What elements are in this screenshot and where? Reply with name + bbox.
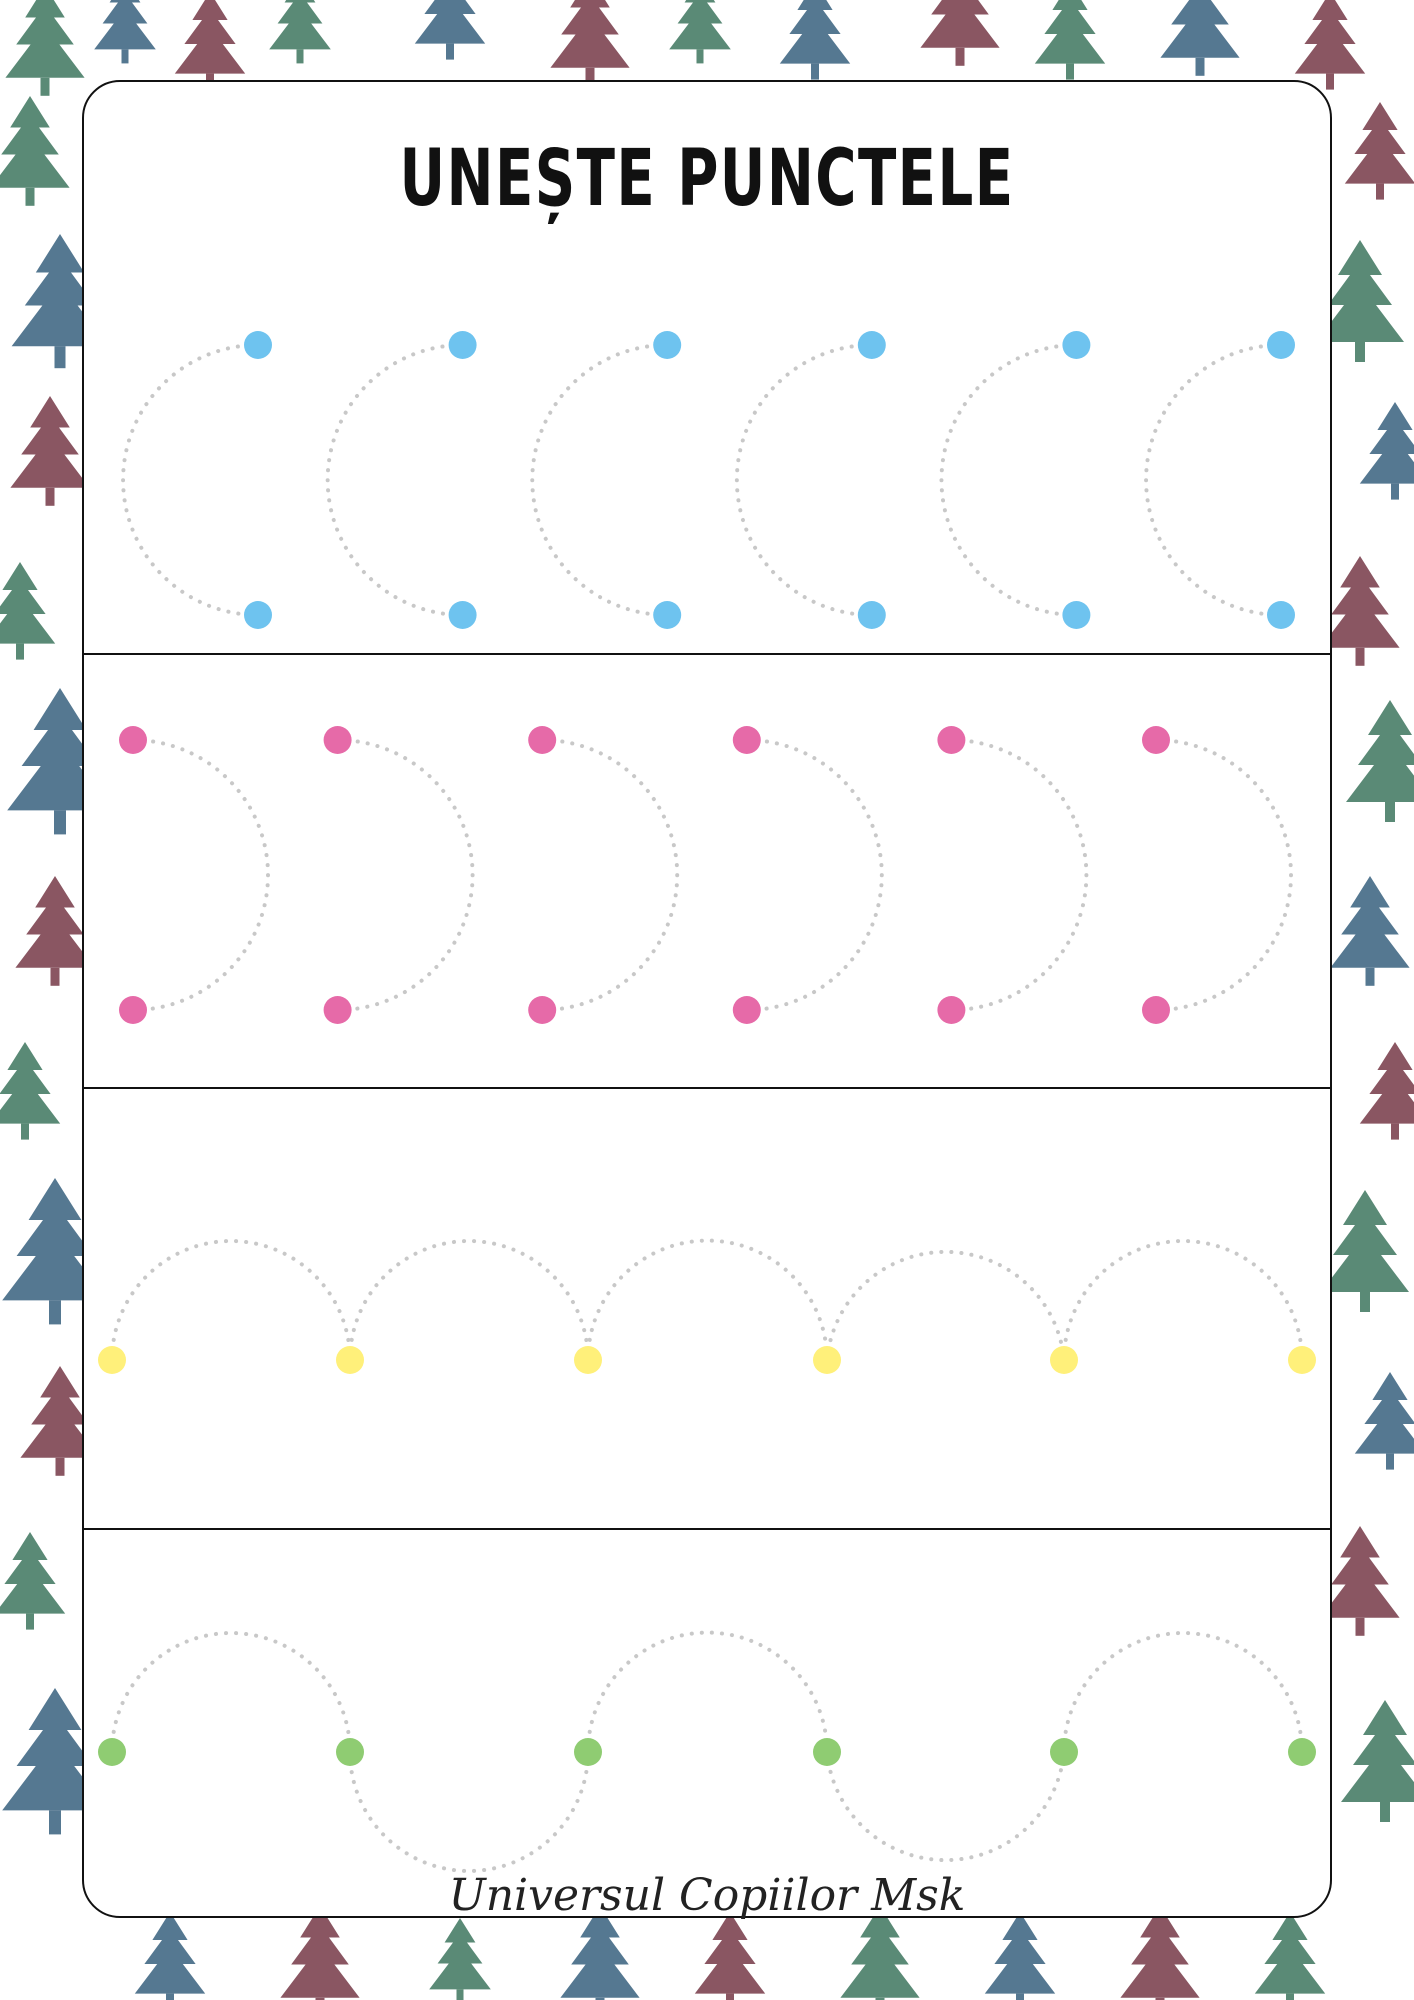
tracing-dot[interactable]: [324, 996, 352, 1024]
dotted-guide-line: [350, 1752, 588, 1871]
tracing-dot[interactable]: [336, 1346, 364, 1374]
tracing-dot[interactable]: [574, 1738, 602, 1766]
tracing-dot[interactable]: [813, 1738, 841, 1766]
tracing-dot[interactable]: [937, 996, 965, 1024]
dotted-guide-line: [827, 1752, 1064, 1860]
tracing-dot[interactable]: [449, 601, 477, 629]
tracing-dot[interactable]: [1062, 331, 1090, 359]
dotted-guide-line: [941, 345, 1076, 615]
dotted-guide-line: [350, 1241, 588, 1360]
dotted-guide-line: [328, 345, 463, 615]
tracing-dot[interactable]: [733, 996, 761, 1024]
tracing-dot[interactable]: [1288, 1346, 1316, 1374]
tracing-dot[interactable]: [813, 1346, 841, 1374]
tracing-dot[interactable]: [1050, 1346, 1078, 1374]
dotted-guide-line: [112, 1633, 350, 1752]
tracing-dot[interactable]: [1267, 601, 1295, 629]
tracing-dot[interactable]: [653, 601, 681, 629]
tracing-dot[interactable]: [1267, 331, 1295, 359]
dotted-guide-line: [951, 740, 1086, 1010]
dotted-guide-line: [737, 345, 872, 615]
dotted-guide-line: [112, 1241, 350, 1360]
tracing-dot[interactable]: [244, 601, 272, 629]
dotted-guide-line: [123, 345, 258, 615]
dotted-guide-line: [532, 345, 667, 615]
tracing-dot[interactable]: [1142, 726, 1170, 754]
dotted-guide-line: [338, 740, 473, 1010]
dotted-guide-line: [588, 1241, 827, 1360]
tracing-dot[interactable]: [1288, 1738, 1316, 1766]
tracing-dot[interactable]: [119, 726, 147, 754]
tracing-dot[interactable]: [449, 331, 477, 359]
tracing-dot[interactable]: [98, 1738, 126, 1766]
dotted-guide-line: [1146, 345, 1281, 615]
dotted-guide-line: [1064, 1633, 1302, 1752]
tracing-dot[interactable]: [98, 1346, 126, 1374]
tracing-dot[interactable]: [528, 726, 556, 754]
dotted-guide-line: [1064, 1241, 1302, 1360]
tracing-dot[interactable]: [858, 331, 886, 359]
tracing-dot[interactable]: [574, 1346, 602, 1374]
dotted-guide-line: [1156, 740, 1291, 1010]
tracing-dot[interactable]: [324, 726, 352, 754]
tracing-dot[interactable]: [733, 726, 761, 754]
tracing-dot[interactable]: [1050, 1738, 1078, 1766]
signature: Universul Copiilor Msk: [448, 1870, 966, 1921]
dotted-guide-line: [747, 740, 882, 1010]
tracing-dot[interactable]: [119, 996, 147, 1024]
page-title: UNEȘTE PUNCTELE: [399, 134, 1015, 224]
tracing-dot[interactable]: [937, 726, 965, 754]
tracing-dot[interactable]: [1062, 601, 1090, 629]
tracing-dot[interactable]: [858, 601, 886, 629]
dotted-guide-line: [542, 740, 677, 1010]
tracing-dot[interactable]: [336, 1738, 364, 1766]
dotted-guide-line: [827, 1252, 1064, 1360]
dotted-guide-line: [133, 740, 268, 1010]
tracing-dot[interactable]: [244, 331, 272, 359]
tracing-dot[interactable]: [528, 996, 556, 1024]
dotted-guide-line: [588, 1633, 827, 1752]
tracing-dot[interactable]: [653, 331, 681, 359]
tracing-dot[interactable]: [1142, 996, 1170, 1024]
